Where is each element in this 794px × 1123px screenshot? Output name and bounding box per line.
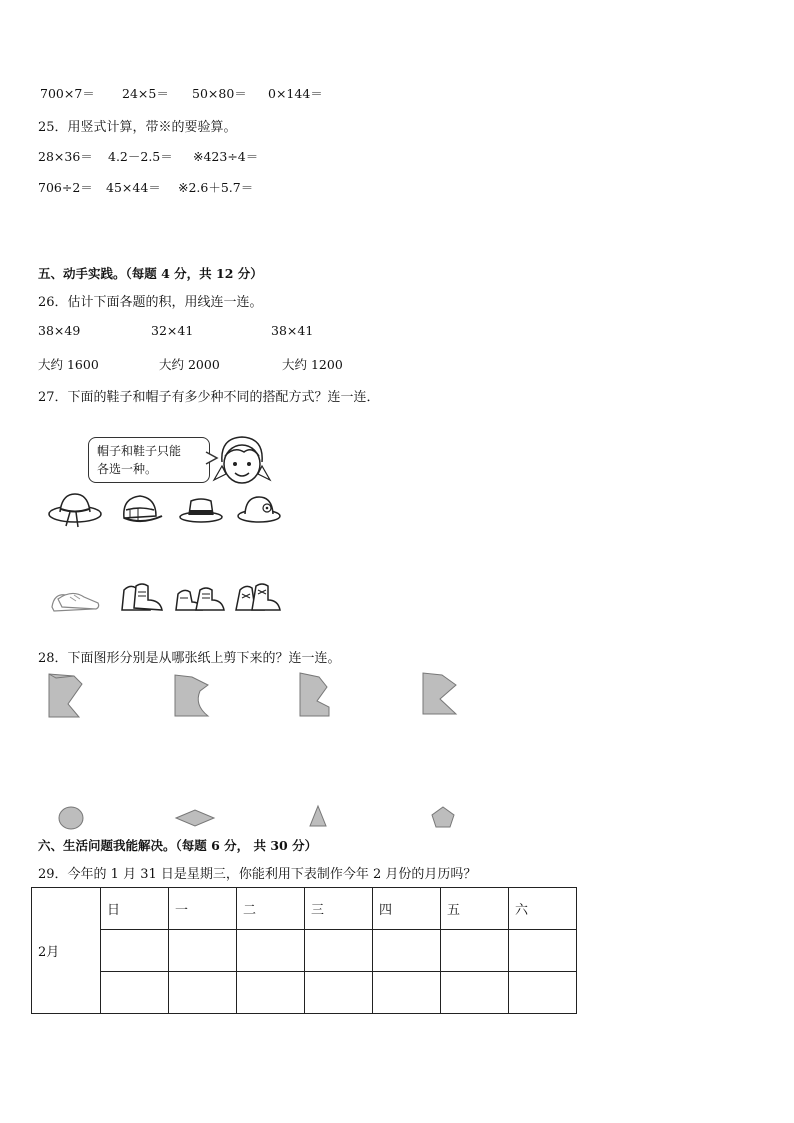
day-header-sat: 六	[509, 888, 577, 930]
calendar-cell[interactable]	[169, 972, 237, 1014]
bubble-line-2: 各选一种。	[97, 462, 158, 476]
rhombus-shape	[174, 808, 216, 828]
calendar-cell[interactable]	[305, 930, 373, 972]
cut-paper-2	[172, 673, 214, 719]
q25-expr-6: ※2.6＋5.7＝	[178, 180, 254, 195]
boots-icon	[118, 580, 164, 616]
q26-expr-2: 32×41	[151, 323, 194, 338]
pentagon-shape	[430, 805, 456, 829]
calendar-cell[interactable]	[169, 930, 237, 972]
calendar-cell[interactable]	[101, 972, 169, 1014]
calendar-cell[interactable]	[441, 972, 509, 1014]
cut-paper-1	[46, 672, 86, 720]
calendar-cell[interactable]	[305, 972, 373, 1014]
calendar-cell[interactable]	[101, 930, 169, 972]
cut-paper-4	[420, 671, 460, 717]
calendar-row-1	[32, 930, 577, 972]
calendar-cell[interactable]	[509, 930, 577, 972]
day-header-wed: 三	[305, 888, 373, 930]
day-header-tue: 二	[237, 888, 305, 930]
month-label-cell	[32, 888, 101, 1014]
expr-24x5: 24×5＝	[122, 86, 169, 101]
q26-expr-3: 38×41	[271, 323, 314, 338]
day-header-fri: 五	[441, 888, 509, 930]
february-calendar-table	[31, 887, 577, 1014]
q25-expr-4: 706÷2＝	[38, 180, 93, 195]
expr-50x80: 50×80＝	[192, 86, 247, 101]
day-header-mon: 一	[169, 888, 237, 930]
calendar-cell[interactable]	[509, 972, 577, 1014]
day-header-thu: 四	[373, 888, 441, 930]
lace-up-boots-icon	[234, 580, 282, 616]
q29-title: 29．今年的 1 月 31 日是星期三，你能利用下表制作今年 2 月份的月历吗？	[38, 867, 477, 882]
q25-expr-2: 4.2－2.5＝	[108, 149, 173, 164]
month-label: 2月	[38, 945, 60, 960]
high-top-shoes-icon	[174, 582, 226, 616]
calendar-cell[interactable]	[373, 930, 441, 972]
q26-expr-1: 38×49	[38, 323, 81, 338]
calendar-cell[interactable]	[237, 972, 305, 1014]
q26-estimate-2: 大约 2000	[159, 357, 220, 372]
section-5-heading: 五、动手实践。（每题 4 分，共 12 分）	[38, 266, 263, 281]
calendar-cell[interactable]	[237, 930, 305, 972]
q25-expr-3: ※423÷4＝	[193, 149, 259, 164]
fedora-hat-icon	[178, 495, 224, 527]
triangle-shape	[308, 804, 328, 828]
sun-hat-icon	[46, 490, 104, 530]
circle-shape	[56, 805, 86, 831]
q25-expr-1: 28×36＝	[38, 149, 93, 164]
bubble-line-1: 帽子和鞋子只能	[97, 444, 182, 458]
q26-estimate-3: 大约 1200	[282, 357, 343, 372]
q26-estimate-1: 大约 1600	[38, 357, 99, 372]
q28-title: 28．下面图形分别是从哪张纸上剪下来的？连一连。	[38, 651, 341, 666]
sneakers-icon	[50, 585, 102, 615]
q27-title: 27．下面的鞋子和帽子有多少种不同的搭配方式？连一连．	[38, 390, 380, 405]
cut-paper-3	[297, 671, 335, 719]
speech-bubble	[88, 437, 210, 483]
expr-0x144: 0×144＝	[268, 86, 323, 101]
calendar-cell[interactable]	[441, 930, 509, 972]
baseball-cap-icon	[118, 492, 164, 528]
q26-title: 26．估计下面各题的积，用线连一连。	[38, 295, 263, 310]
day-header-sun: 日	[101, 888, 169, 930]
girl-icon	[212, 432, 272, 490]
section-6-heading: 六、生活问题我能解决。（每题 6 分， 共 30 分）	[38, 838, 318, 853]
calendar-cell[interactable]	[373, 972, 441, 1014]
calendar-row-2	[32, 972, 577, 1014]
expr-700x7: 700×7＝	[40, 86, 95, 101]
q25-expr-5: 45×44＝	[106, 180, 161, 195]
q25-title: 25．用竖式计算，带※的要验算。	[38, 120, 237, 135]
flower-hat-icon	[236, 492, 282, 526]
